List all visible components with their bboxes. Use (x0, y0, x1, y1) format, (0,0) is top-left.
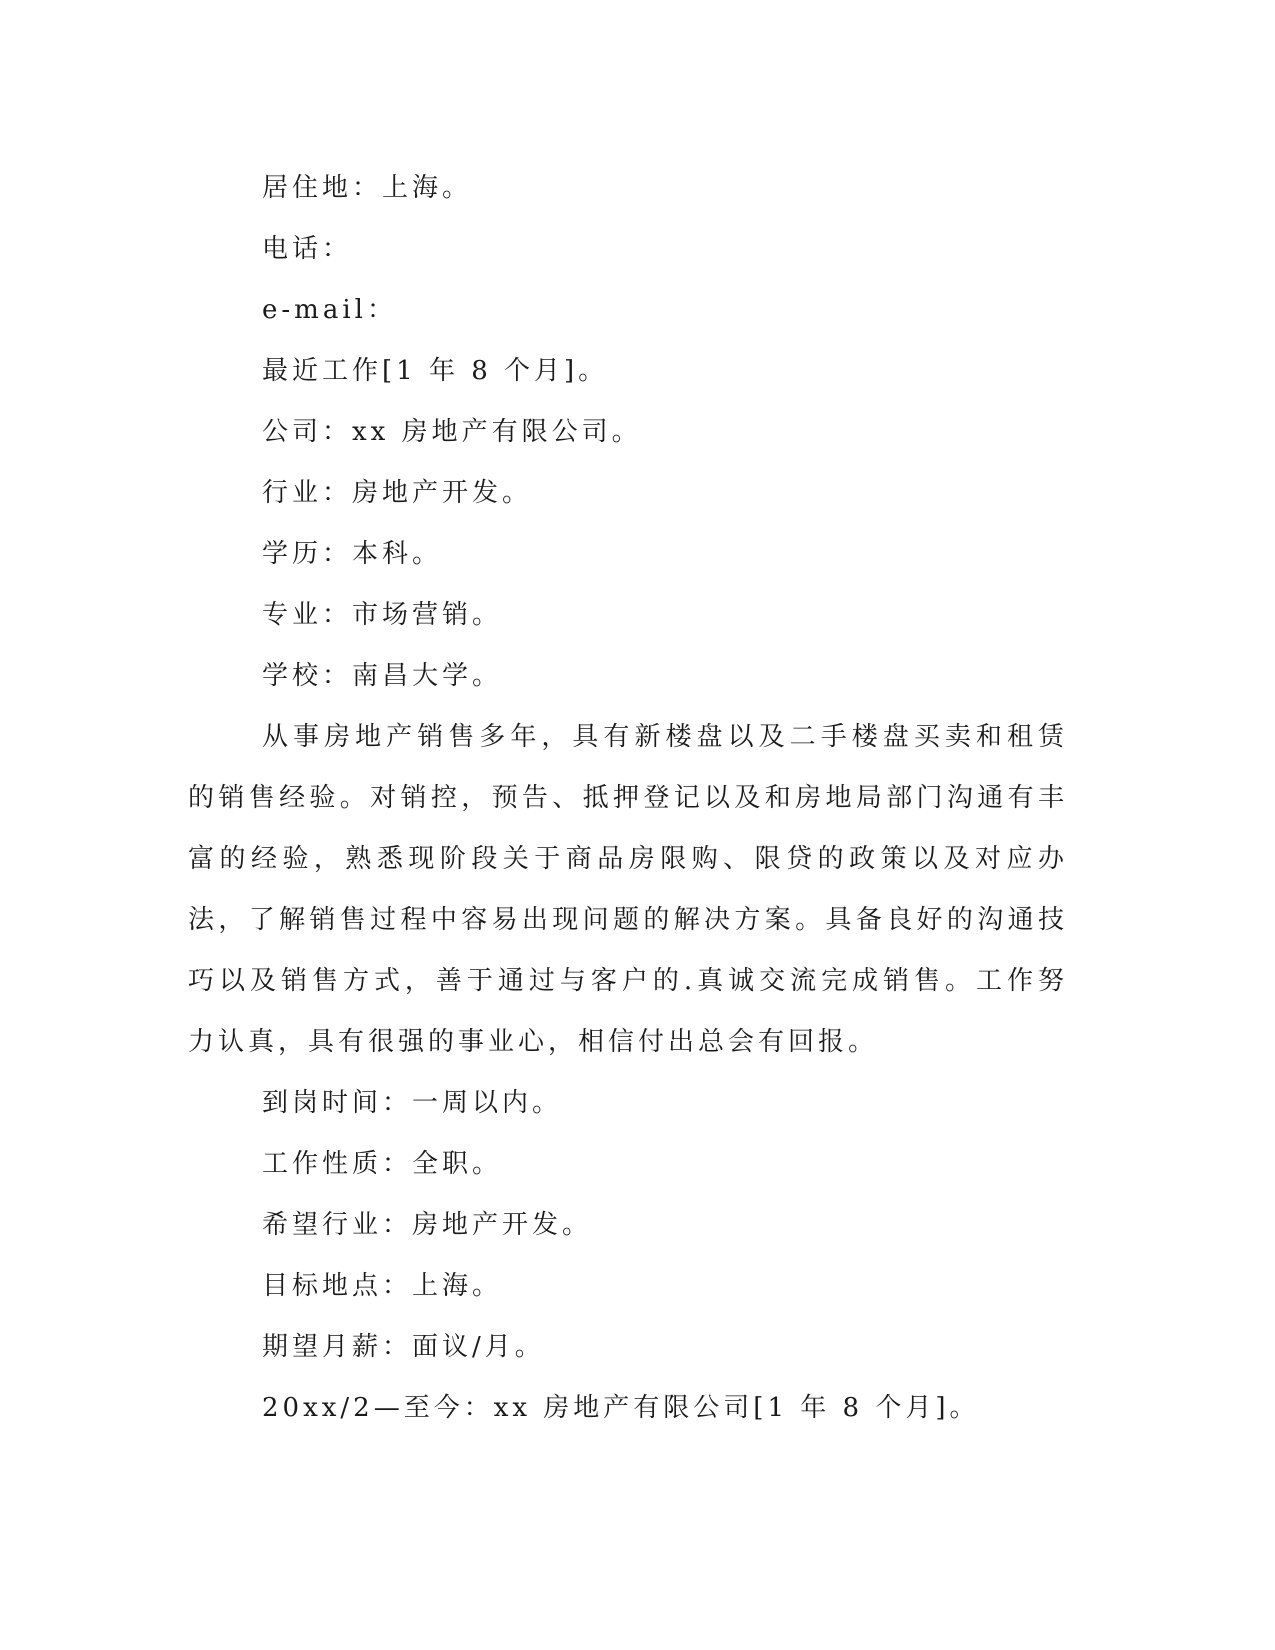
residence-line: 居住地：上海。 (262, 173, 473, 203)
email-line: e-mail： (262, 295, 397, 325)
resume-content (188, 158, 1068, 1439)
target-location-line: 目标地点：上海。 (262, 1271, 503, 1301)
education-line: 学历：本科。 (262, 539, 443, 569)
major-line: 专业：市场营销。 (262, 600, 503, 630)
phone-line: 电话： (262, 234, 353, 264)
school-line: 学校：南昌大学。 (262, 661, 503, 691)
job-type-line: 工作性质：全职。 (262, 1149, 503, 1179)
expected-salary-line: 期望月薪：面议/月。 (262, 1332, 545, 1362)
work-history-line: 20xx/2—至今：xx 房地产有限公司[1 年 8 个月]。 (262, 1393, 980, 1423)
desired-industry-line: 希望行业：房地产开发。 (262, 1210, 593, 1240)
industry-line: 行业：房地产开发。 (262, 478, 533, 508)
summary-paragraph: 从事房地产销售多年，具有新楼盘以及二手楼盘买卖和租赁的销售经验。对销控，预告、抵押登记以及和房地局部门沟通有丰富的经验，熟悉现阶段关于商品房限购、限贷的政策以及对应办法，了解销售过程中容易出现问题的解决方案。具备良好的沟通技巧以及销售方式，善于通过与客户的.真诚交流完成销售。工作努力认真，具有很强的事业心，相信付出总会有回报。 (188, 722, 1068, 1057)
start-time-line: 到岗时间：一周以内。 (262, 1088, 563, 1118)
recent-work-line: 最近工作[1 年 8 个月]。 (262, 356, 609, 386)
company-line: 公司：xx 房地产有限公司。 (262, 417, 642, 447)
